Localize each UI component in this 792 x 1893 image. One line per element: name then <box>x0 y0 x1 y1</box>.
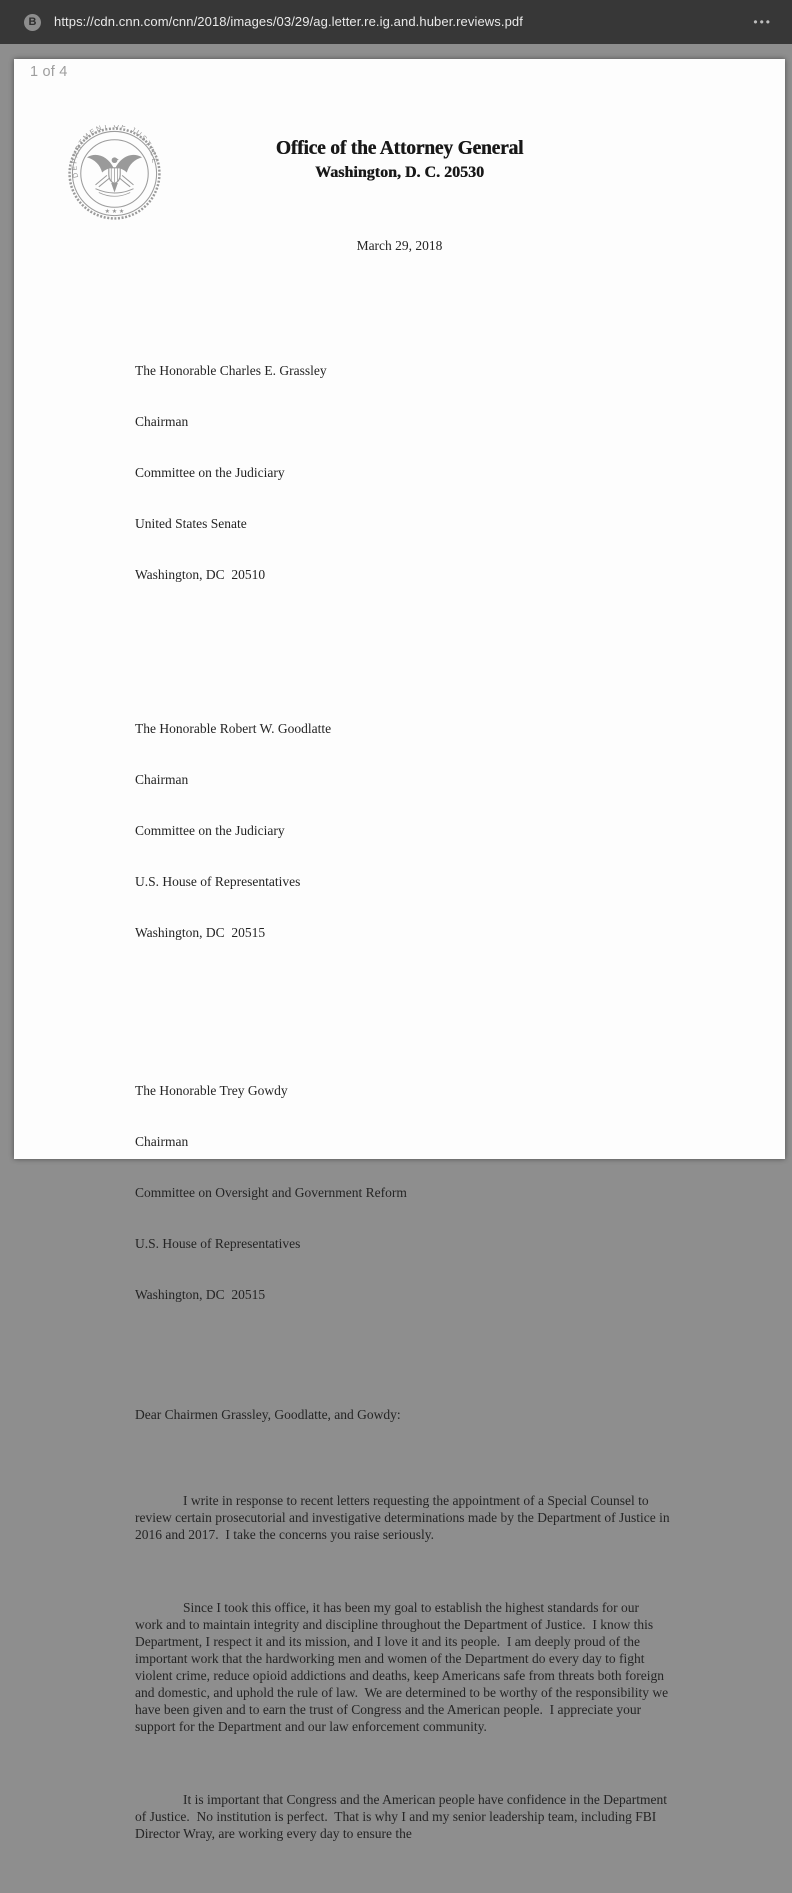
recipient-line: The Honorable Trey Gowdy <box>135 1083 288 1098</box>
recipient-line: Washington, DC 20510 <box>135 567 266 582</box>
recipient-line: The Honorable Robert W. Goodlatte <box>135 721 332 736</box>
letter-paragraph: I write in response to recent letters requesting the appointment of a Special Counsel to review certain prosecutorial and investigative determinations made by the Department of Justice in 2016 and 2017. I take the concerns you raise seriously. <box>135 1493 673 1542</box>
letter-paragraph: Since I took this office, it has been my goal to establish the highest standards for our work and to maintain integrity and discipline throughout the Department of Justice. I know this Department, I respect it and its mission, and I love it and its people. I am deeply proud of the important work that the hardworking men and women of the Department do every day to fight violent crime, reduce opioid addictions and deaths, keep Americans safe from threats both foreign and domestic, and uphold the rule of law. We are determined to be worthy of the responsibility we have been given and to earn the trust of Congress and the American people. I appreciate your support for the Department and our law enforcement community. <box>135 1600 672 1734</box>
seal-stars: ★ ★ ★ <box>104 207 125 215</box>
recipient-line: Chairman <box>135 772 189 787</box>
pdf-page <box>14 59 785 1841</box>
letter-body <box>135 277 673 1893</box>
letter-paragraph: It is important that Congress and the American people have confidence in the Department of Justice. No institution is perfect. That is why I and my senior leadership team, including FBI Director Wray, are working every day to ensure the <box>135 1792 671 1841</box>
recipient-block <box>135 1048 670 1337</box>
letter-date: March 29, 2018 <box>356 238 443 253</box>
seal-ring-text: DEPARTMENT OF JUSTICE <box>71 125 158 179</box>
letterhead <box>14 138 785 182</box>
recipient-line: Committee on the Judiciary <box>135 465 285 480</box>
letterhead-office: Office of the Attorney General <box>275 138 524 159</box>
recipient-line: Chairman <box>135 414 189 429</box>
recipient-line: Chairman <box>135 1134 189 1149</box>
recipient-line: Committee on the Judiciary <box>135 823 285 838</box>
recipient-line: The Honorable Charles E. Grassley <box>135 363 327 378</box>
url-bar[interactable]: https://cdn.cnn.com/cnn/2018/images/03/29/ag.letter.re.ig.and.huber.reviews.pdf <box>54 14 523 29</box>
recipient-line: Washington, DC 20515 <box>135 925 266 940</box>
recipient-block <box>135 328 670 617</box>
page-indicator: 1 of 4 <box>30 64 68 80</box>
recipient-line: United States Senate <box>135 516 247 531</box>
recipient-line: U.S. House of Representatives <box>135 1236 301 1251</box>
recipient-line: Committee on Oversight and Government Reform <box>135 1185 407 1200</box>
site-badge-icon: B <box>24 14 41 31</box>
pdf-viewer[interactable] <box>0 44 792 1841</box>
recipient-block <box>135 686 670 975</box>
letterhead-address: Washington, D. C. 20530 <box>315 164 484 181</box>
salutation: Dear Chairmen Grassley, Goodlatte, and Gowdy: <box>135 1407 401 1422</box>
more-menu-button[interactable]: ••• <box>753 15 772 29</box>
recipient-line: Washington, DC 20515 <box>135 1287 266 1302</box>
browser-toolbar <box>0 0 792 44</box>
recipient-line: U.S. House of Representatives <box>135 874 301 889</box>
